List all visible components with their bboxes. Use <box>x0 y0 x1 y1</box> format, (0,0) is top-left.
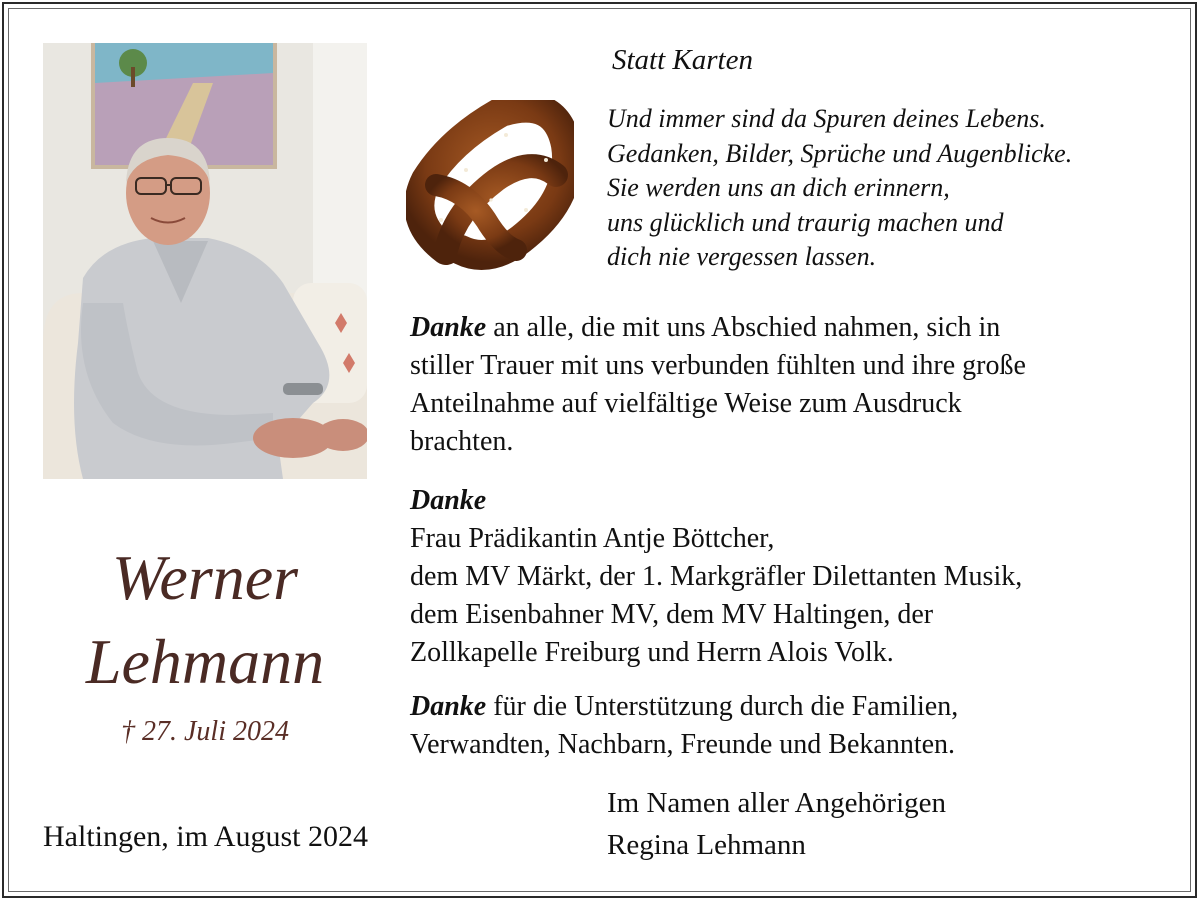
poem <box>607 102 1072 275</box>
thanks-paragraph-3 <box>410 688 958 764</box>
poem-line: Gedanken, Bilder, Sprüche und Augenblicke. <box>607 138 1073 168</box>
thanks-line: stiller Trauer mit uns verbunden fühlten und ihre große <box>410 350 1026 381</box>
danke-keyword: Danke <box>410 312 487 343</box>
first-name: Werner <box>111 542 299 613</box>
thanks-paragraph-2 <box>410 482 1022 672</box>
thanks-paragraph-1 <box>410 309 1026 461</box>
danke-keyword: Danke <box>410 691 487 722</box>
death-date: † 27. Juli 2024 <box>121 716 289 747</box>
thanks-line: dem Eisenbahner MV, dem MV Haltingen, der <box>410 599 934 630</box>
thanks-line <box>410 309 1026 347</box>
pretzel-icon <box>406 100 574 274</box>
thanks-text: an alle, die mit uns Abschied nahmen, sich in <box>486 312 1001 343</box>
last-name: Lehmann <box>85 626 325 697</box>
poem-line: Sie werden uns an dich erinnern, <box>607 173 950 202</box>
portrait-photo <box>43 43 367 479</box>
thanks-line: brachten. <box>410 426 514 457</box>
signature-block <box>607 782 946 866</box>
thanks-line: dem MV Märkt, der 1. Markgräfler Dilettanten Musik, <box>410 561 1023 592</box>
signature-name: Regina Lehmann <box>607 829 806 861</box>
signature-intro: Im Namen aller Angehörigen <box>607 787 947 819</box>
thanks-line: Anteilnahme auf vielfältige Weise zum Ausdruck <box>410 388 962 419</box>
place-date: Haltingen, im August 2024 <box>43 820 368 853</box>
poem-line: dich nie vergessen lassen. <box>607 242 877 271</box>
danke-keyword: Danke <box>410 485 487 516</box>
poem-line: uns glücklich und traurig machen und <box>607 207 1004 237</box>
thanks-text: für die Unterstützung durch die Familien, <box>486 691 959 722</box>
thanks-line: Frau Prädikantin Antje Böttcher, <box>410 523 775 554</box>
poem-line: Und immer sind da Spuren deines Lebens. <box>607 104 1046 133</box>
thanks-line: Zollkapelle Freiburg und Herrn Alois Volk. <box>410 637 894 668</box>
thanks-line <box>410 688 958 726</box>
statt-karten-heading: Statt Karten <box>612 44 753 76</box>
thanks-line: Verwandten, Nachbarn, Freunde und Bekannten. <box>410 729 956 760</box>
